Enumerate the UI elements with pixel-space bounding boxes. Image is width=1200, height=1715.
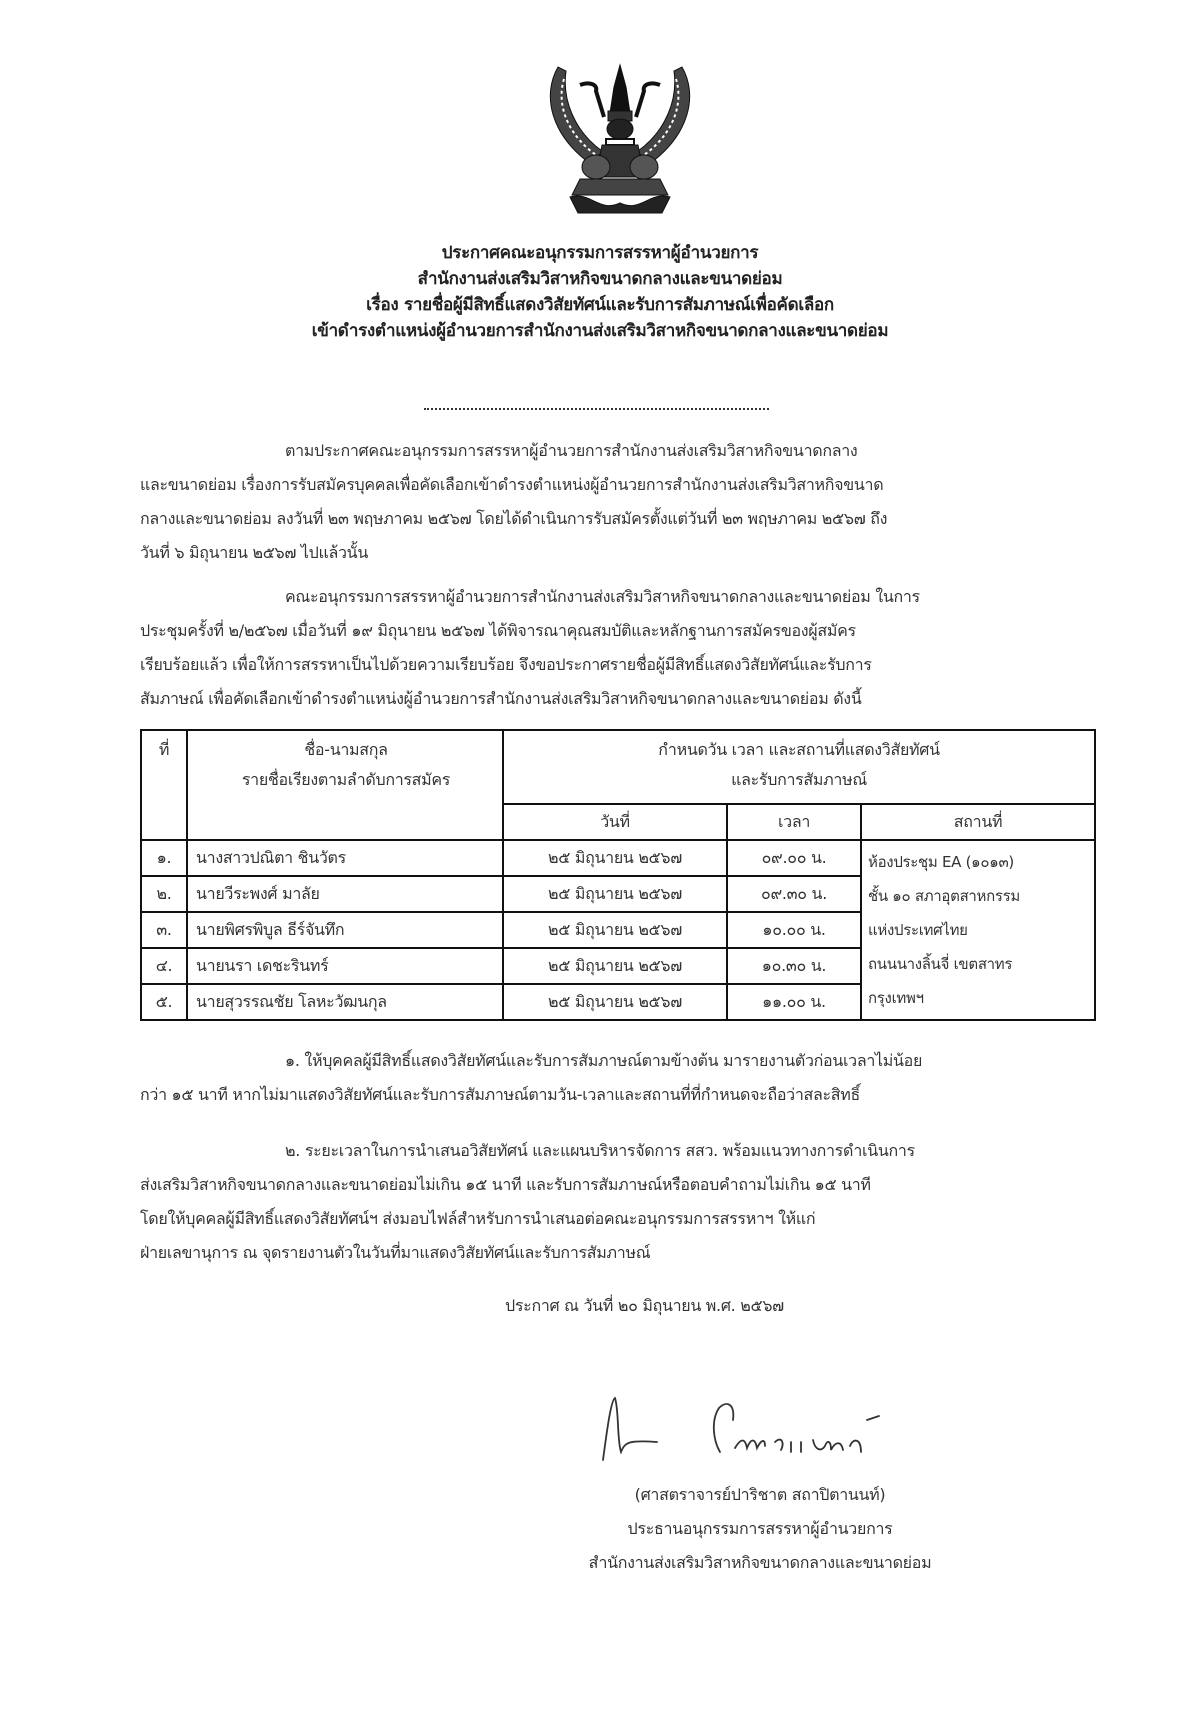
title-line: สำนักงานส่งเสริมวิสาหกิจขนาดกลางและขนาดย่อม: [417, 269, 783, 289]
announcement-date: ประกาศ ณ วันที่ ๒๐ มิถุนายน พ.ศ. ๒๕๖๗: [505, 1296, 784, 1315]
cell-time: ๑๐.๓๐ น.: [727, 948, 861, 984]
paragraph-line: สัมภาษณ์ เพื่อคัดเลือกเข้าดำรงตำแหน่งผู้อำนวยการสำนักงานส่งเสริมวิสาหกิจขนาดกลางและขนาดย่อม ดังนี้: [140, 689, 862, 708]
signer-organization: สำนักงานส่งเสริมวิสาหกิจขนาดกลางและขนาดย่อม: [588, 1553, 932, 1572]
paragraph-line: และขนาดย่อม เรื่องการรับสมัครบุคคลเพื่อคัดเลือกเข้าดำรงตำแหน่งผู้อำนวยการสำนักงานส่งเสริมวิสาหกิจขนาด: [140, 475, 884, 494]
cell-date: ๒๕ มิถุนายน ๒๕๖๗: [503, 876, 727, 912]
title-line: ประกาศคณะอนุกรรมการสรรหาผู้อำนวยการ: [441, 243, 759, 263]
header-place: สถานที่: [861, 804, 1095, 840]
cell-name: นายวีระพงศ์ มาลัย: [187, 876, 503, 912]
cell-no: ๕.: [141, 984, 187, 1020]
cell-name: นายสุวรรณชัย โลหะวัฒนกุล: [187, 984, 503, 1020]
title-separator: [424, 408, 769, 410]
cell-no: ๒.: [141, 876, 187, 912]
candidate-schedule-table: [140, 729, 1096, 1021]
header-date: วันที่: [503, 804, 727, 840]
place-line: ถนนนางลิ้นจี่ เขตสาทร: [868, 955, 1013, 973]
place-line: ชั้น ๑๐ สภาอุตสาหกรรม: [868, 887, 1021, 905]
paragraph-line: ตามประกาศคณะอนุกรรมการสรรหาผู้อำนวยการสำนักงานส่งเสริมวิสาหกิจขนาดกลาง: [285, 441, 858, 460]
header-name: [187, 730, 503, 840]
signer-position: ประธานอนุกรรมการสรรหาผู้อำนวยการ: [627, 1519, 893, 1538]
paragraph-line: ๑. ให้บุคคลผู้มีสิทธิ์แสดงวิสัยทัศน์และรับการสัมภาษณ์ตามข้างต้น มารายงานตัวก่อนเวลาไม่น้อย: [285, 1051, 923, 1070]
announcement-title: [130, 240, 1070, 344]
paragraph-line: เรียบร้อยแล้ว เพื่อให้การสรรหาเป็นไปด้วยความเรียบร้อย จึงขอประกาศรายชื่อผู้มีสิทธิ์แสดงวิสัยทัศน์และรับการ: [140, 655, 872, 674]
paragraph-line: ประชุมครั้งที่ ๒/๒๕๖๗ เมื่อวันที่ ๑๙ มิถุนายน ๒๕๖๗ ได้พิจารณาคุณสมบัติและหลักฐานการสมัครของผู้สมัคร: [140, 621, 856, 640]
place-line: กรุงเทพฯ: [868, 989, 924, 1007]
title-line: เข้าดำรงตำแหน่งผู้อำนวยการสำนักงานส่งเสริมวิสาหกิจขนาดกลางและขนาดย่อม: [311, 321, 889, 341]
cell-name: นายพิศรพิบูล ธีร์จันทึก: [187, 912, 503, 948]
header-name-line2: รายชื่อเรียงตามลำดับการสมัคร: [241, 770, 451, 789]
paragraph-line: ฝ่ายเลขานุการ ณ จุดรายงานตัวในวันที่มาแสดงวิสัยทัศน์และรับการสัมภาษณ์: [140, 1243, 651, 1262]
paragraph-line: ส่งเสริมวิสาหกิจขนาดกลางและขนาดย่อมไม่เกิน ๑๕ นาที และรับการสัมภาษณ์หรือตอบคำถามไม่เกิน ๑๕ นาที: [140, 1175, 871, 1194]
cell-time: ๑๐.๐๐ น.: [727, 912, 861, 948]
title-line: เรื่อง รายชื่อผู้มีสิทธิ์แสดงวิสัยทัศน์และรับการสัมภาษณ์เพื่อคัดเลือก: [366, 295, 834, 315]
cell-time: ๑๑.๐๐ น.: [727, 984, 861, 1020]
header-time: เวลา: [727, 804, 861, 840]
cell-time: ๐๙.๓๐ น.: [727, 876, 861, 912]
signer-name: (ศาสตราจารย์ปาริชาต สถาปิตานนท์): [634, 1485, 886, 1504]
signer-block: [530, 1478, 990, 1580]
cell-no: ๓.: [141, 912, 187, 948]
place-line: แห่งประเทศไทย: [868, 921, 968, 939]
paragraph-line: โดยให้บุคคลผู้มีสิทธิ์แสดงวิสัยทัศน์ฯ ส่งมอบไฟล์สำหรับการนำเสนอต่อคณะอนุกรรมการสรรหาฯ ให้แก่: [140, 1209, 816, 1228]
place-line: ห้องประชุม EA (๑๐๑๓): [868, 853, 1014, 871]
cell-date: ๒๕ มิถุนายน ๒๕๖๗: [503, 984, 727, 1020]
table-row: [141, 840, 1095, 876]
garuda-emblem-icon: [540, 55, 700, 220]
header-no: ที่: [141, 730, 187, 840]
paragraph-committee-decision: [140, 580, 1095, 716]
header-schedule-line1: กำหนดวัน เวลา และสถานที่แสดงวิสัยทัศน์: [658, 740, 940, 759]
header-schedule: [503, 730, 1095, 804]
signature-icon: [595, 1390, 925, 1470]
header-schedule-line2: และรับการสัมภาษณ์: [731, 770, 867, 789]
cell-name: นายนรา เดชะรินทร์: [187, 948, 503, 984]
cell-no: ๑.: [141, 840, 187, 876]
cell-time: ๐๙.๐๐ น.: [727, 840, 861, 876]
paragraph-line: กว่า ๑๕ นาที หากไม่มาแสดงวิสัยทัศน์และรับการสัมภาษณ์ตามวัน-เวลาและสถานที่ที่กำหนดจะถือว่าสละสิทธิ์: [140, 1085, 860, 1104]
paragraph-background: [140, 434, 1095, 570]
cell-date: ๒๕ มิถุนายน ๒๕๖๗: [503, 840, 727, 876]
cell-date: ๒๕ มิถุนายน ๒๕๖๗: [503, 948, 727, 984]
paragraph-line: ๒. ระยะเวลาในการนำเสนอวิสัยทัศน์ และแผนบริหารจัดการ สสว. พร้อมแนวทางการดำเนินการ: [285, 1141, 915, 1160]
cell-no: ๔.: [141, 948, 187, 984]
paragraph-instruction-2: [140, 1134, 1095, 1270]
paragraph-line: กลางและขนาดย่อม ลงวันที่ ๒๓ พฤษภาคม ๒๕๖๗ โดยได้ดำเนินการรับสมัครตั้งแต่วันที่ ๒๓ พฤษภาคม ๒๕๖๗ ถึง: [140, 509, 888, 528]
paragraph-line: คณะอนุกรรมการสรรหาผู้อำนวยการสำนักงานส่งเสริมวิสาหกิจขนาดกลางและขนาดย่อม ในการ: [285, 587, 920, 606]
cell-name: นางสาวปณิตา ชินวัตร: [187, 840, 503, 876]
paragraph-instruction-1: [140, 1044, 1095, 1112]
header-name-line1: ชื่อ-นามสกุล: [304, 740, 388, 759]
cell-date: ๒๕ มิถุนายน ๒๕๖๗: [503, 912, 727, 948]
paragraph-line: วันที่ ๖ มิถุนายน ๒๕๖๗ ไปแล้วนั้น: [140, 543, 368, 562]
cell-place: [861, 840, 1095, 1020]
